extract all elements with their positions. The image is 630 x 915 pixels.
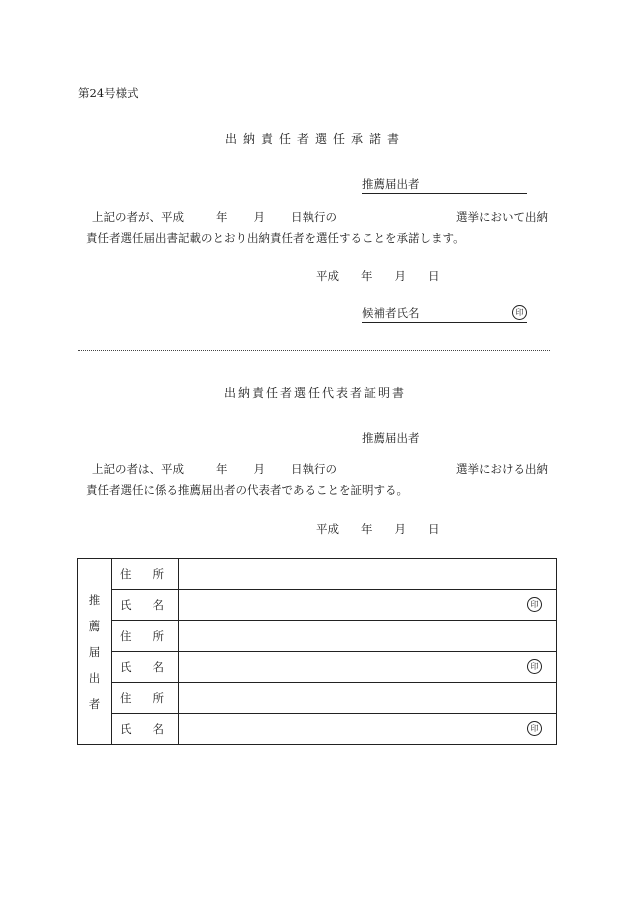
address-label — [112, 559, 179, 590]
name-label — [112, 713, 179, 744]
date-month: 月 — [394, 269, 406, 283]
seal-icon: 印 — [527, 659, 542, 674]
certificate-date — [316, 521, 440, 537]
certificate-line-2: 責任者選任に係る推薦届出者の代表者であることを証明する。 — [86, 483, 408, 497]
text-fragment: 年 — [216, 210, 228, 224]
table-row — [78, 682, 557, 713]
table-row — [78, 620, 557, 651]
date-day: 日 — [428, 522, 440, 536]
name-field-1[interactable] — [179, 589, 557, 620]
date-month: 月 — [394, 522, 406, 536]
certificate-paragraph — [78, 459, 558, 501]
table-row — [78, 651, 557, 682]
recommender-label-2: 推薦届出者 — [362, 431, 420, 445]
label-char: 住 — [120, 628, 132, 643]
vertical-char: 推 — [88, 592, 101, 607]
form-number: 第24号様式 — [78, 86, 139, 100]
label-char: 氏 — [120, 721, 132, 736]
name-field-3[interactable] — [179, 713, 557, 744]
table-row — [78, 559, 557, 590]
text-fragment: 上記の者は、平成 — [92, 462, 184, 476]
table-row — [78, 589, 557, 620]
acceptance-line-2: 責任者選任届出書記載のとおり出納責任者を選任することを承諾します。 — [86, 231, 465, 245]
candidate-name-line — [362, 305, 527, 323]
text-fragment: 選挙において出納 — [456, 210, 548, 224]
address-label — [112, 620, 179, 651]
text-fragment: 選挙における出納 — [456, 462, 548, 476]
recommender-table — [77, 558, 557, 745]
label-char: 所 — [152, 566, 164, 581]
acceptance-line-1 — [78, 207, 558, 228]
label-char: 氏 — [120, 659, 132, 674]
text-fragment: 上記の者が、平成 — [92, 210, 184, 224]
cut-line-divider — [78, 350, 550, 351]
text-fragment: 月 — [253, 462, 265, 476]
date-day: 日 — [428, 269, 440, 283]
seal-icon: 印 — [527, 597, 542, 612]
recommender-group-label — [78, 559, 112, 745]
address-field-1[interactable] — [179, 559, 557, 590]
address-field-2[interactable] — [179, 620, 557, 651]
certificate-line-1 — [78, 459, 558, 480]
acceptance-title: 出納責任者選任承諾書 — [224, 132, 405, 146]
candidate-name-label: 候補者氏名 — [362, 306, 420, 320]
label-char: 所 — [152, 690, 164, 705]
date-era: 平成 — [316, 269, 339, 283]
recommender-label-1: 推薦届出者 — [362, 176, 527, 194]
table-row — [78, 713, 557, 744]
label-char: 住 — [120, 566, 132, 581]
label-char: 氏 — [120, 597, 132, 612]
address-field-3[interactable] — [179, 682, 557, 713]
seal-icon: 印 — [512, 305, 527, 320]
name-field-2[interactable] — [179, 651, 557, 682]
vertical-char: 者 — [88, 696, 101, 711]
vertical-char: 出 — [88, 670, 101, 685]
vertical-char: 届 — [88, 644, 101, 659]
label-char: 名 — [152, 597, 164, 612]
label-char: 所 — [152, 628, 164, 643]
text-fragment: 日執行の — [291, 210, 337, 224]
text-fragment: 年 — [216, 462, 228, 476]
acceptance-date — [316, 268, 440, 284]
vertical-char: 薦 — [88, 618, 101, 633]
name-label — [112, 651, 179, 682]
date-era: 平成 — [316, 522, 339, 536]
text-fragment: 月 — [253, 210, 265, 224]
name-label — [112, 589, 179, 620]
date-year: 年 — [361, 522, 373, 536]
date-year: 年 — [361, 269, 373, 283]
address-label — [112, 682, 179, 713]
seal-icon: 印 — [527, 721, 542, 736]
label-char: 名 — [152, 659, 164, 674]
label-char: 住 — [120, 690, 132, 705]
certificate-title: 出納責任者選任代表者証明書 — [223, 386, 406, 400]
text-fragment: 日執行の — [291, 462, 337, 476]
acceptance-paragraph — [78, 207, 558, 249]
label-char: 名 — [152, 721, 164, 736]
